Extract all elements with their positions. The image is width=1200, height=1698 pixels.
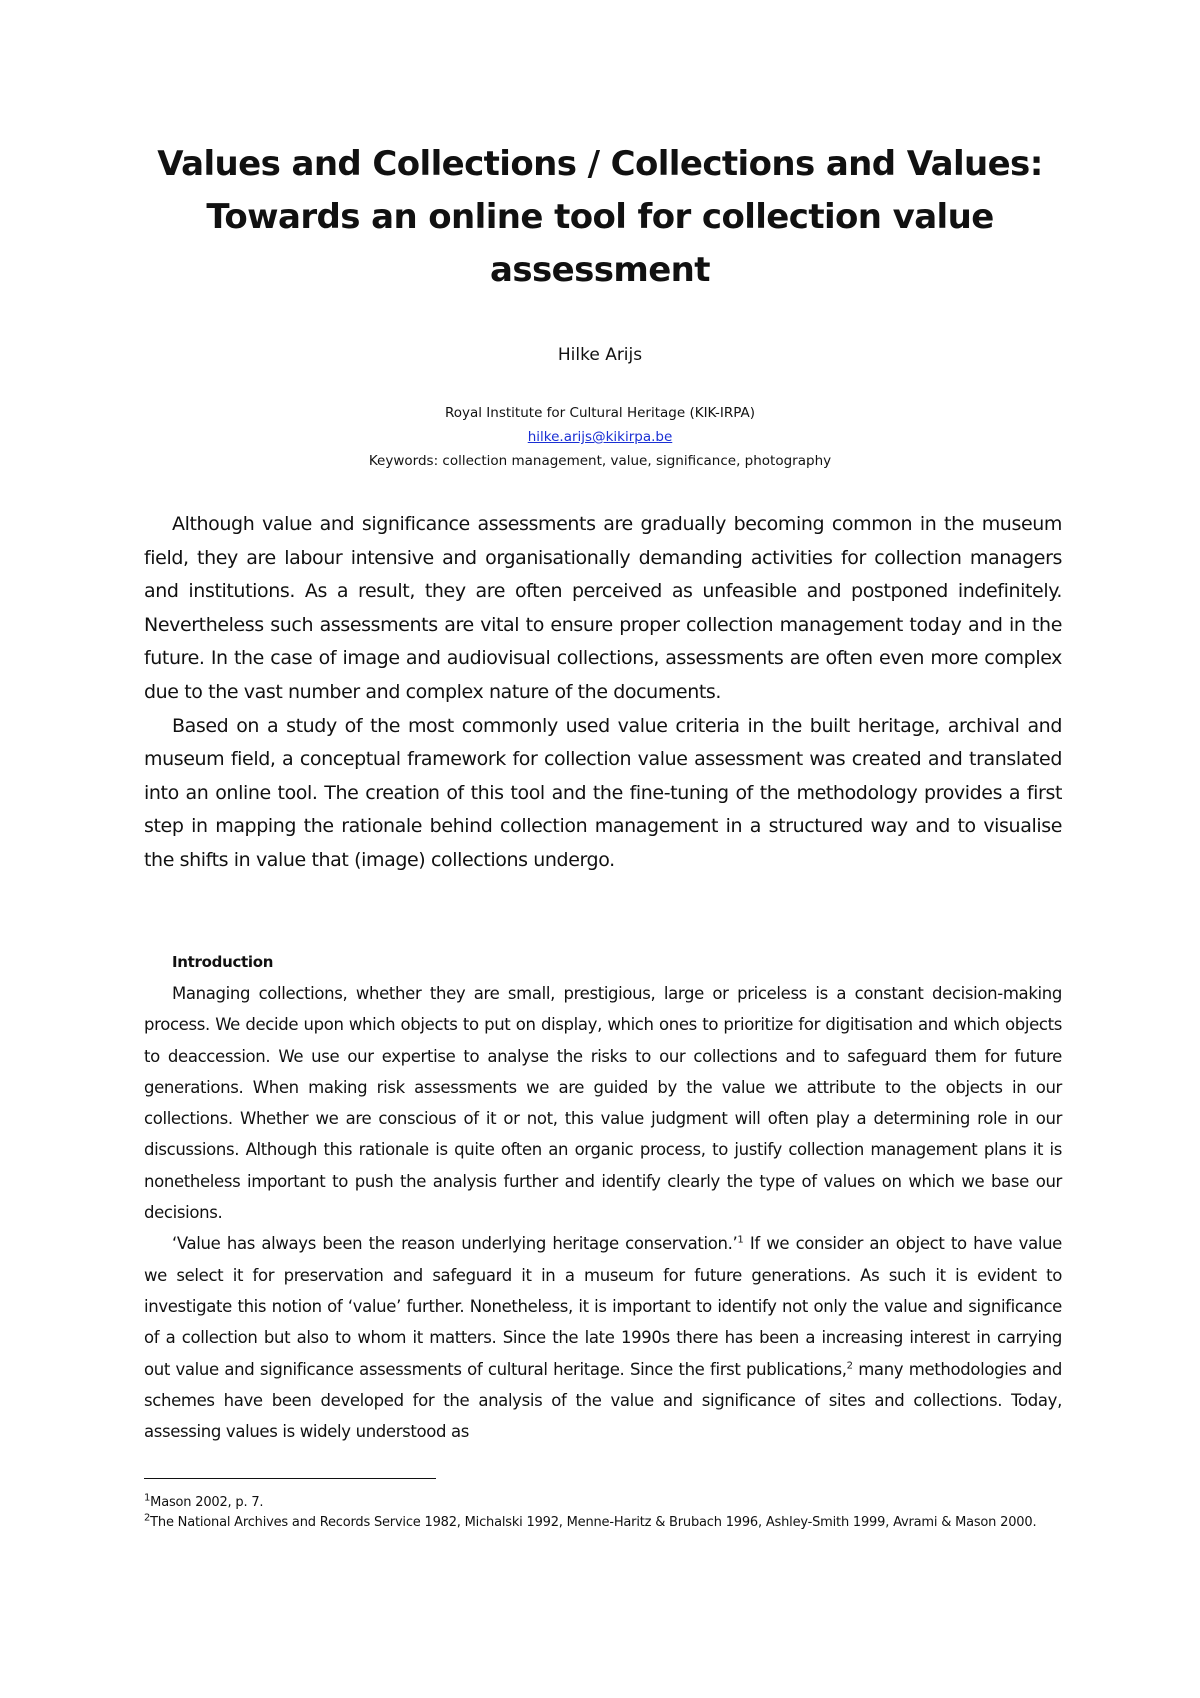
footnote [144,1493,1062,1513]
author-name: Hilke Arijs [557,345,643,365]
paper-title [140,138,1060,297]
footnote-marker: 1 [144,1492,151,1504]
footnote [144,1513,1062,1533]
abstract-paragraph: Although value and significance assessments are gradually becoming common in the museum field, they are labour intensive and organisationally demanding activities for collection managers and institutions. As a result, they are often perceived as unfeasible and postponed indefinitely. Nevertheless such assessments are vital to ensure proper collection management today and in the future. In the case of image and audiovisual collections, assessments are often even more complex due to the vast number and complex nature of the documents. [144,513,1062,703]
body-paragraph [144,1228,1062,1447]
footnote-reference[interactable]: 1 [737,1234,744,1246]
paragraph-text: ‘Value has always been the reason underlying heritage conservation.’ [172,1234,738,1254]
abstract [144,508,1062,878]
introduction-body [144,978,1062,1447]
section-heading-introduction: Introduction [172,953,274,971]
paragraph-text: many methodologies and schemes have been developed for the analysis of the value and significance of sites and collections. Today, assessing values is widely understood as [144,1359,1062,1442]
body-paragraph: Managing collections, whether they are small, prestigious, large or priceless is a constant decision-making process. We decide upon which objects to put on display, which ones to prioritize for digitisation and which objects to deaccession. We use our expertise to analyse the risks to our collections and to safeguard them for future generations. When making risk assessments we are guided by the value we attribute to the objects in our collections. Whether we are conscious of it or not, this value judgment will often play a determining role in our discussions. Although this rationale is quite often an organic process, to justify collection management plans it is nonetheless important to push the analysis further and identify clearly the type of values on which we base our decisions. [144,984,1062,1223]
footnotes [144,1493,1062,1533]
footnote-text: Mason 2002, p. 7. [150,1495,264,1510]
footnote-reference[interactable]: 2 [846,1360,853,1372]
author-email-link[interactable]: hilke.arijs@kikirpa.be [527,429,673,445]
keywords: Keywords: collection management, value, significance, photography [368,453,832,469]
author-affiliation: Royal Institute for Cultural Heritage (KIK-IRPA) [444,405,756,421]
paragraph-text: If we consider an object to have value we select it for preservation and safeguard it in a museum for future generations. As such it is evident to investigate this notion of ‘value’ further. Nonetheless, it is important to identify not only the value and significance of a collection but also to whom it matters. Since the late 1990s there has been a increasing interest in carrying out value and significance assessments of cultural heritage. Since the first publications, [144,1234,1062,1379]
title-line: assessment [490,250,710,290]
footnote-text: The National Archives and Records Service 1982, Michalski 1992, Menne-Haritz & Brubach 1996, Ashley-Smith 1999, Avrami & Mason 2000. [150,1515,1037,1530]
title-line: Towards an online tool for collection value [206,197,994,237]
title-line: Values and Collections / Collections and Values: [157,144,1043,184]
footnote-separator [144,1478,436,1479]
footnote-marker: 2 [144,1512,151,1524]
abstract-paragraph: Based on a study of the most commonly used value criteria in the built heritage, archival and museum field, a conceptual framework for collection value assessment was created and translated into an online tool. The creation of this tool and the fine-tuning of the methodology provides a first step in mapping the rationale behind collection management in a structured way and to visualise the shifts in value that (image) collections undergo. [144,714,1062,871]
